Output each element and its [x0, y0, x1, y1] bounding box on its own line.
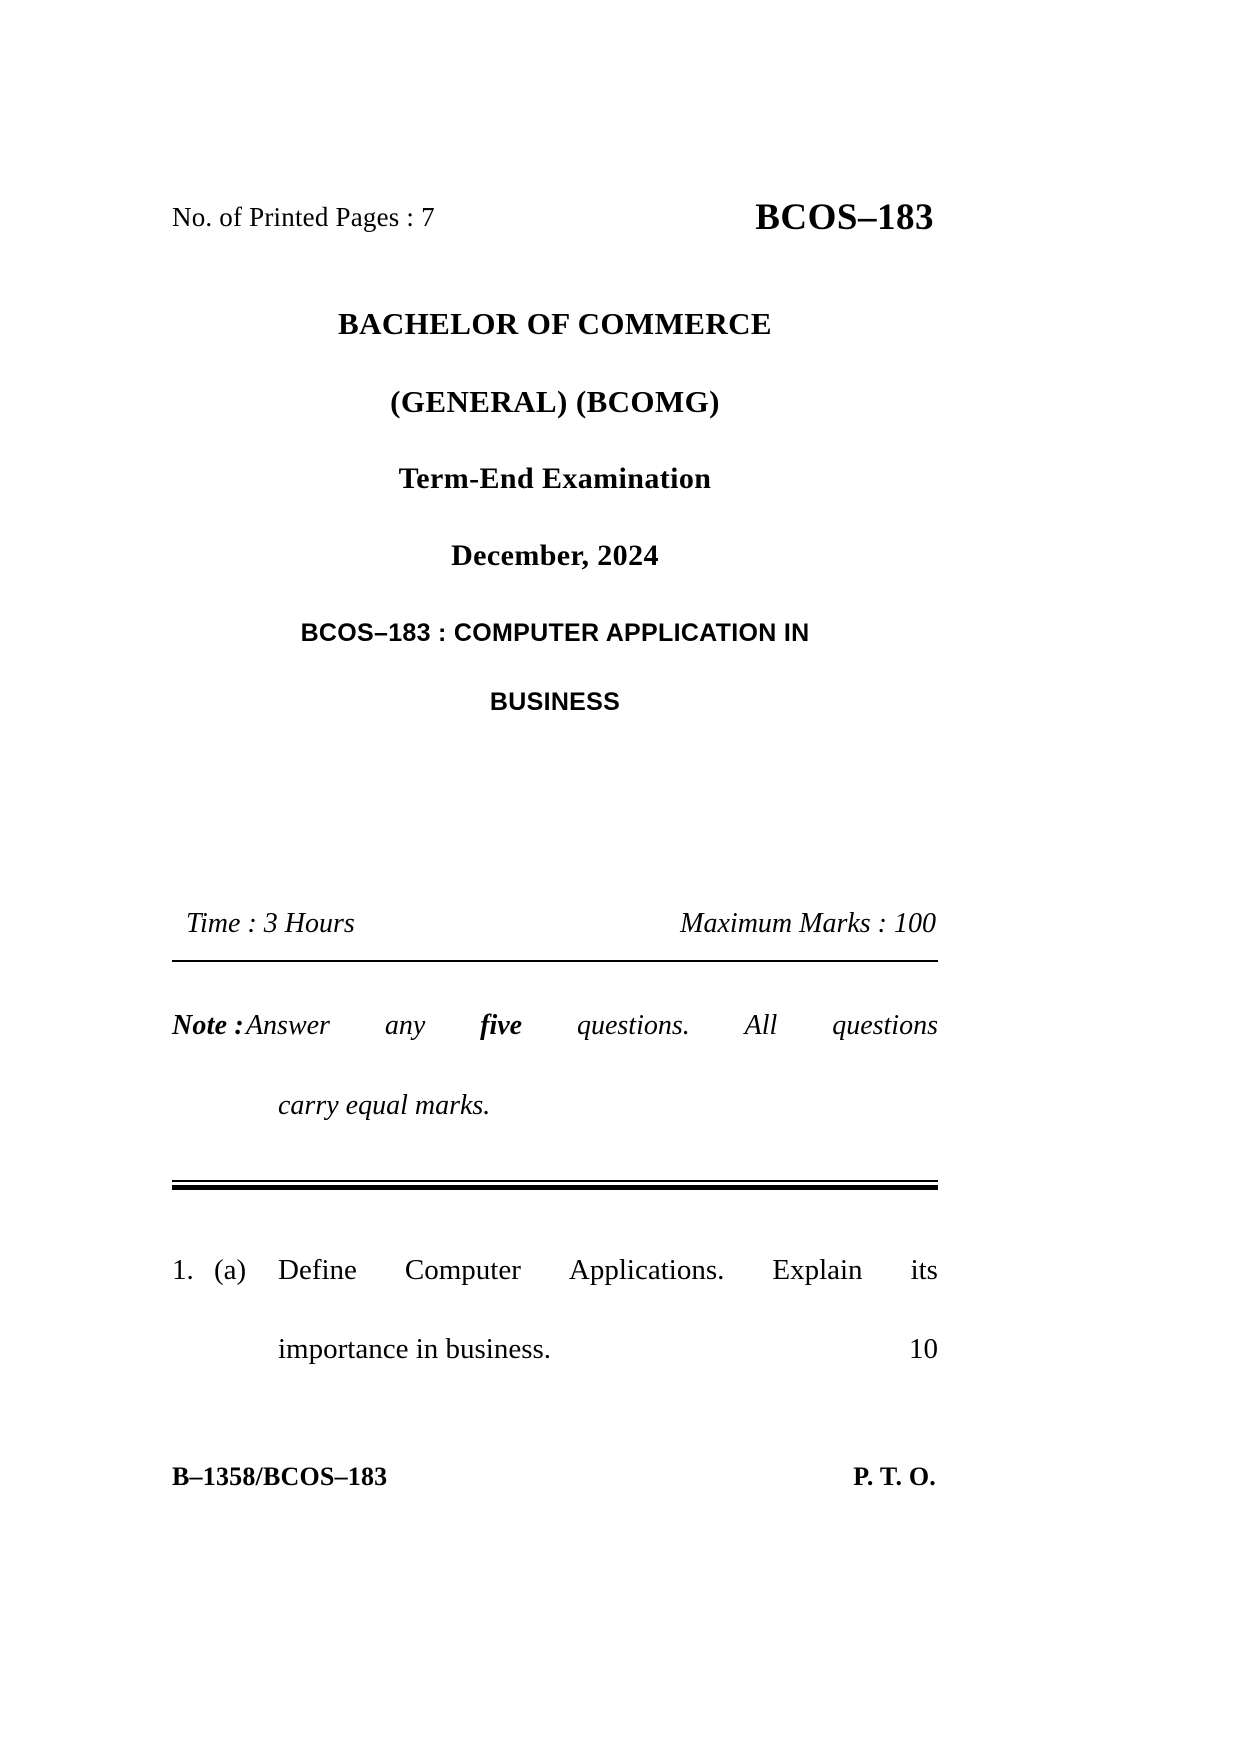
exam-meta-row [172, 908, 938, 956]
note-word-answer: Answer [245, 1010, 330, 1041]
question-text-line-1 [278, 1256, 938, 1285]
question-word-4: Explain [772, 1254, 863, 1286]
question-line-2 [172, 1335, 938, 1364]
section-divider-double-rule [172, 1180, 938, 1188]
note-line-1 [172, 1012, 938, 1040]
note-word-all: All [744, 1010, 778, 1041]
meta-divider-rule [172, 960, 938, 962]
course-code: BCOS–183 [755, 197, 934, 238]
subject-title-line-1: BCOS–183 : COMPUTER APPLICATION IN [300, 619, 810, 647]
exam-title-block [172, 308, 938, 715]
questions-list [172, 1256, 938, 1364]
question-item [172, 1256, 938, 1364]
subject-title-line-2: BUSINESS [489, 688, 621, 716]
question-sub-label: (a) [214, 1254, 247, 1286]
divider-thin-line [172, 1180, 938, 1182]
question-word-5: its [910, 1254, 938, 1286]
note-word-any: any [384, 1010, 426, 1041]
note-word-questions-2: questions [832, 1010, 938, 1041]
page-footer [172, 1462, 938, 1502]
page-turn-over-label: P. T. O. [853, 1462, 936, 1491]
question-word-3: Applications. [568, 1254, 725, 1286]
question-word-2: Computer [404, 1254, 521, 1286]
note-word-five: five [480, 1010, 523, 1041]
programme-specialisation: (GENERAL) (BCOMG) [390, 384, 720, 419]
programme-title: BACHELOR OF COMMERCE [338, 306, 772, 341]
examination-session: December, 2024 [451, 539, 659, 572]
question-line-1 [172, 1256, 938, 1285]
question-number: 1. [172, 1254, 194, 1286]
page-header [172, 196, 938, 246]
question-marks: 10 [909, 1333, 938, 1365]
note-text-line-1 [244, 1012, 938, 1040]
printed-pages-count: No. of Printed Pages : 7 [172, 202, 435, 232]
question-text-line-2: importance in business. [278, 1333, 552, 1365]
note-word-questions: questions. [576, 1010, 690, 1041]
note-label: Note : [172, 1010, 244, 1041]
divider-thick-line [172, 1185, 938, 1190]
question-word-1: Define [278, 1254, 357, 1286]
examination-type: Term-End Examination [398, 462, 712, 495]
instructions-note [172, 1012, 938, 1120]
exam-duration: Time : 3 Hours [186, 908, 355, 939]
paper-code: B–1358/BCOS–183 [172, 1462, 388, 1491]
maximum-marks: Maximum Marks : 100 [680, 908, 936, 939]
note-text-line-2: carry equal marks. [278, 1090, 491, 1121]
